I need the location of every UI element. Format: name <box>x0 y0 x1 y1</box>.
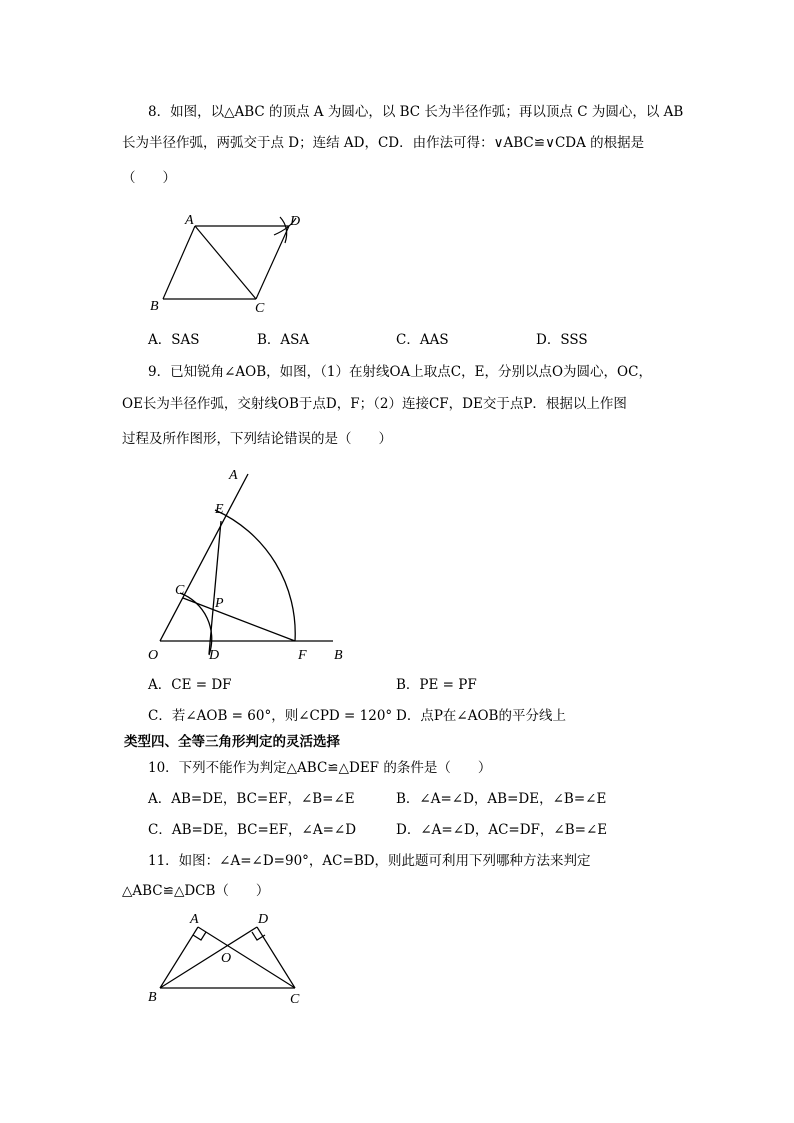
q9-option-c: C．若∠AOB = 60°，则∠CPD = 120° <box>148 708 393 724</box>
q11-label-O: O <box>221 951 232 966</box>
q8-option-a: A．SAS <box>148 332 200 348</box>
q10-option-c: C．AB=DE，BC=EF，∠A=∠D <box>148 822 357 838</box>
q8-label-A: A <box>185 213 194 228</box>
q9-stem-line2: OE长为半径作弧，交射线OB于点D，F；（2）连接CF，DE交于点P．根据以上作图 <box>122 396 627 412</box>
section-heading: 类型四、全等三角形判定的灵活选择 <box>124 734 340 750</box>
q9-label-P: P <box>215 596 224 611</box>
q9-label-F: F <box>298 648 307 663</box>
q8-option-d: D．SSS <box>536 332 588 348</box>
q10-option-a: A．AB=DE，BC=EF，∠B=∠E <box>148 791 355 807</box>
q8-option-b: B．ASA <box>257 332 310 348</box>
q9-label-O: O <box>148 648 159 663</box>
q8-answer-paren: （ ） <box>122 170 176 186</box>
q9-label-C: C <box>175 583 185 598</box>
q9-label-E: E <box>215 502 224 517</box>
q11-label-A: A <box>190 912 199 927</box>
q9-option-b: B．PE = PF <box>396 677 477 693</box>
q9-label-D: D <box>209 648 220 663</box>
q8-option-c: C．AAS <box>396 332 449 348</box>
q8-stem-line2: 长为半径作弧，两弧交于点 D；连结 AD，CD．由作法可得：∨ABC≌∨CDA 的根据是 <box>122 135 645 151</box>
q9-label-A: A <box>229 468 238 483</box>
q10-option-b: B．∠A=∠D，AB=DE，∠B=∠E <box>396 791 607 807</box>
q9-label-B: B <box>334 648 343 663</box>
q11-label-D: D <box>258 912 269 927</box>
q11-label-B: B <box>148 990 157 1005</box>
q8-label-D: D <box>290 214 301 229</box>
q8-stem-line1: 8．如图，以△ABC 的顶点 A 为圆心，以 BC 长为半径作弧；再以顶点 C 为圆心，以 AB <box>148 104 684 120</box>
q11-stem-line2: △ABC≌△DCB（ ） <box>122 883 270 899</box>
q8-label-C: C <box>255 301 265 316</box>
q9-stem-line1: 9．已知锐角∠AOB，如图，（1）在射线OA上取点C，E，分别以点O为圆心，OC， <box>148 364 652 380</box>
q10-option-d: D．∠A=∠D，AC=DF，∠B=∠E <box>396 822 608 838</box>
q8-label-B: B <box>150 299 159 314</box>
q9-option-d: D．点P在∠AOB的平分线上 <box>396 708 566 724</box>
q11-label-C: C <box>290 992 300 1007</box>
q10-stem: 10．下列不能作为判定△ABC≌△DEF 的条件是（ ） <box>148 760 492 776</box>
q9-stem-line3: 过程及所作图形，下列结论错误的是（ ） <box>122 431 392 447</box>
q9-option-a: A．CE = DF <box>148 677 232 693</box>
q11-stem-line1: 11．如图：∠A=∠D=90°，AC=BD，则此题可利用下列哪种方法来判定 <box>148 853 591 869</box>
